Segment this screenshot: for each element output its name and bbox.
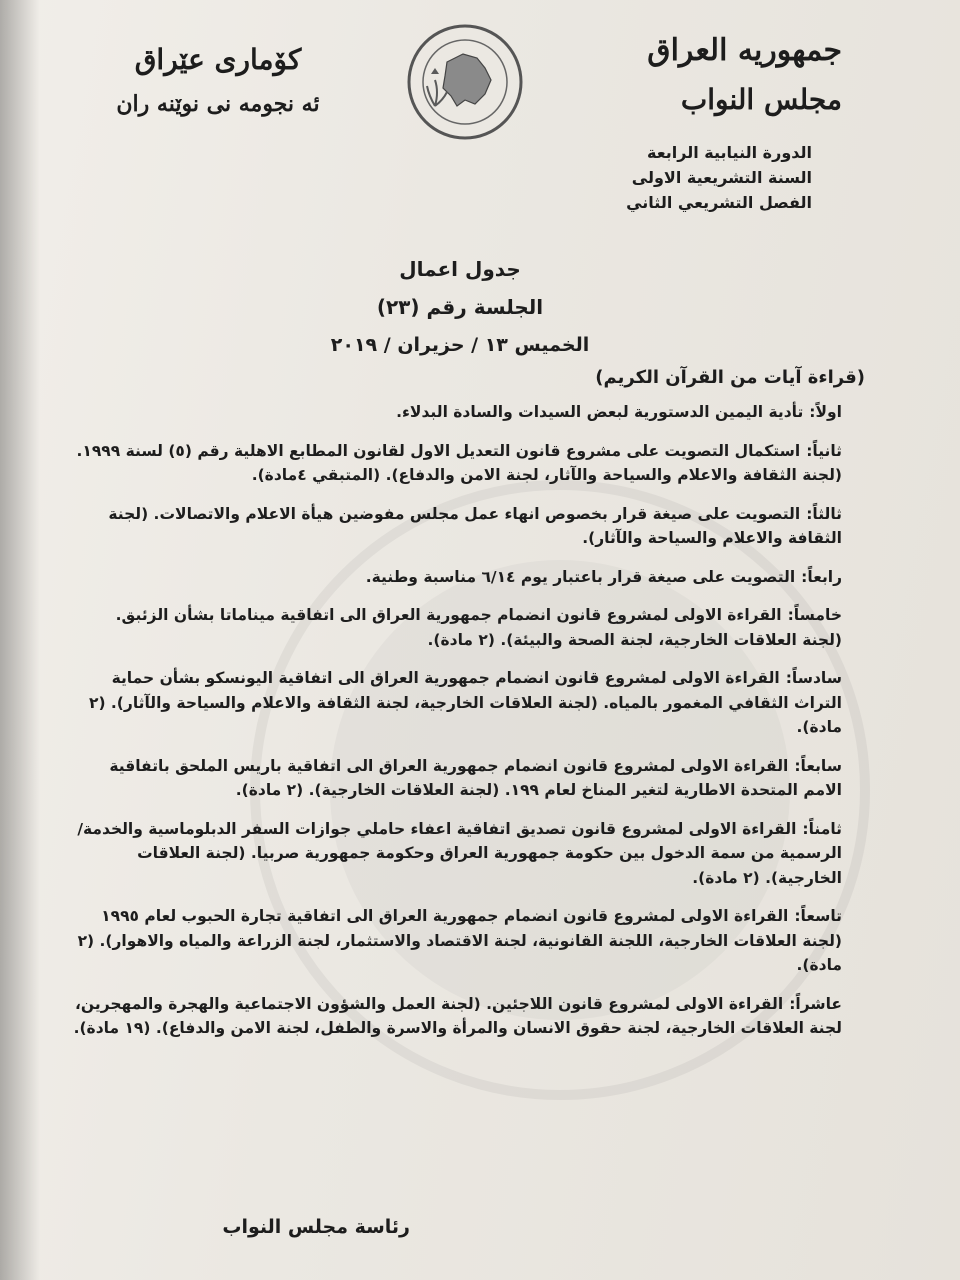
agenda-items bbox=[72, 400, 842, 1055]
item-label: ثانياً: bbox=[806, 441, 842, 460]
agenda-item bbox=[72, 817, 842, 891]
item-text: القراءة الاولى لمشروع قانون انضمام جمهورية العراق الى اتفاقية اليونسكو بشأن حماية التراث الثقافي المغمور بالمياه. (لجنة العلاقات الخارجية، لجنة الثقافة والاعلام والسياحة والآثار). (٢ مادة). bbox=[88, 669, 842, 736]
item-label: خامساً: bbox=[787, 606, 842, 624]
item-text: التصويت على صيغة قرار باعتبار يوم ٦/١٤ مناسبة وطنية. bbox=[365, 567, 796, 586]
quran-reading: (قراءة آيات من القرآن الكريم) bbox=[595, 367, 865, 388]
agenda-item bbox=[72, 603, 842, 652]
session-date: الخميس ١٣ / حزيران / ٢٠١٩ bbox=[330, 334, 590, 356]
item-text: القراءة الاولى لمشروع قانون تصديق اتفاقية اعفاء حاملي جوازات السفر الدبلوماسية والخدمة/ الرسمية من سمة الدخول بين حكومة جمهورية العراق وحكومة جمهورية صربيا. (لجنة العلاقات الخارجية). (٢ مادة). bbox=[77, 819, 842, 887]
agenda-item bbox=[72, 439, 842, 488]
item-label: تاسعاً: bbox=[794, 907, 842, 925]
item-text: استكمال التصويت على مشروع قانون التعديل الاول لقانون المطابع الاهلية رقم (٥) لسنة ١٩٩٩. (لجنة الثقافة والاعلام والسياحة والآثار، لجنة الامن والدفاع). (المتبقي ٤مادة). bbox=[76, 441, 842, 484]
agenda-item bbox=[72, 904, 842, 978]
item-label: رابعاً: bbox=[801, 567, 842, 586]
legislative-term: الفصل التشريعي الثاني bbox=[626, 193, 812, 212]
agenda-item bbox=[72, 502, 842, 551]
session-number: الجلسة رقم (٢٣) bbox=[376, 295, 544, 319]
item-text: تأدية اليمين الدستورية لبعض السيدات والسادة البدلاء. bbox=[396, 403, 804, 421]
item-label: سادساً: bbox=[785, 669, 842, 687]
header-kurdish-republic: كۆمارى عێراق bbox=[134, 43, 302, 76]
item-text: القراءة الاولى لمشروع قانون انضمام جمهورية العراق الى اتفاقية ميناماتا بشأن الزئبق. (لجنة العلاقات الخارجية، لجنة الصحة والبيئة). (٢ مادة). bbox=[115, 606, 842, 649]
item-label: اولاً: bbox=[809, 403, 842, 421]
item-text: القراءة الاولى لمشروع قانون اللاجئين. (لجنة العمل والشؤون الاجتماعية والهجرة والمهجرين، لجنة العلاقات الخارجية، لجنة حقوق الانسان والمرأة والاسرة والطفل، لجنة الامن والدفاع). (١٩ مادة). bbox=[73, 994, 842, 1037]
item-label: عاشراً: bbox=[789, 994, 842, 1013]
agenda-item bbox=[72, 565, 842, 590]
agenda-item bbox=[72, 666, 842, 740]
item-label: ثالثاً: bbox=[806, 504, 842, 523]
agenda-item bbox=[72, 400, 842, 425]
item-text: التصويت على صيغة قرار بخصوص انهاء عمل مجلس مفوضين هيأة الاعلام والاتصالات. (لجنة الثقافة والاعلام والسياحة والآثار). bbox=[108, 504, 842, 547]
item-text: القراءة الاولى لمشروع قانون انضمام جمهورية العراق الى اتفاقية تجارة الحبوب لعام ١٩٩٥ (لجنة العلاقات الخارجية، اللجنة القانونية، لجنة الاقتصاد والاستثمار، لجنة الزراعة والمياه والاهوار). (٢ مادة). bbox=[77, 907, 842, 974]
page-shadow bbox=[0, 0, 40, 1280]
header-kurdish bbox=[88, 40, 348, 122]
header-kurdish-council: ئه نجومه نى نوێنه ران bbox=[116, 91, 320, 117]
header-republic: جمهوريه العراق bbox=[647, 33, 842, 68]
session-info bbox=[512, 140, 812, 215]
iraq-map-seal-icon bbox=[405, 22, 525, 142]
agenda-title-block bbox=[300, 250, 620, 364]
item-label: سابعاً: bbox=[794, 756, 842, 775]
agenda-item bbox=[72, 754, 842, 803]
item-label: ثامناً: bbox=[802, 819, 842, 838]
header-arabic bbox=[602, 30, 842, 120]
agenda-item bbox=[72, 992, 842, 1041]
legislative-year: السنة التشريعية الاولى bbox=[631, 168, 812, 187]
header-council: مجلس النواب bbox=[680, 83, 842, 116]
agenda-title: جدول اعمال bbox=[399, 257, 521, 281]
parliamentary-term: الدورة النيابية الرابعة bbox=[647, 143, 812, 162]
item-text: القراءة الاولى لمشروع قانون انضمام جمهورية العراق الى اتفاقية باريس الملحق باتفاقية الامم المتحدة الاطارية لتغير المناخ لعام ١٩٩. (لجنة العلاقات الخارجية). (٢ مادة). bbox=[109, 756, 842, 799]
signature-presidency: رئاسة مجلس النواب bbox=[222, 1216, 410, 1238]
